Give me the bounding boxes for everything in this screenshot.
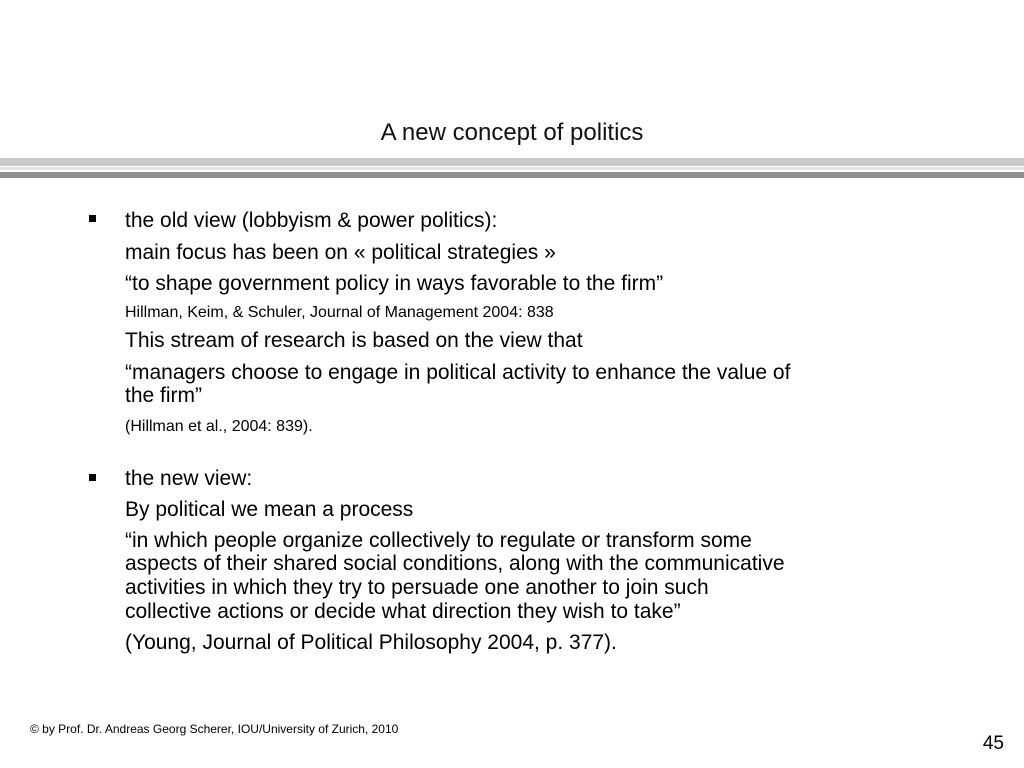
quote-line: aspects of their shared social conditions, along with the communicative: [125, 552, 785, 575]
citation-line: (Hillman et al., 2004: 839).: [125, 418, 313, 435]
body-line: This stream of research is based on the view that: [125, 329, 583, 352]
divider-band-middle: [0, 167, 1024, 170]
page-number: 45: [982, 733, 1004, 754]
footer-credit: © by Prof. Dr. Andreas Georg Scherer, IOU/University of Zurich, 2010: [30, 722, 399, 736]
bullet-heading: the old view (lobbyism & power politics):: [125, 209, 498, 232]
quote-line: “managers choose to engage in political activity to enhance the value of: [125, 361, 791, 384]
quote-line: the firm”: [125, 384, 203, 407]
bullet-heading: the new view:: [125, 467, 253, 490]
citation-line: (Young, Journal of Political Philosophy 2004, p. 377).: [125, 631, 617, 654]
slide-title: A new concept of politics: [380, 119, 644, 146]
body-line: main focus has been on « political strategies »: [125, 241, 556, 264]
citation-line: Hillman, Keim, & Schuler, Journal of Management 2004: 838: [125, 304, 554, 321]
divider-band-top: [0, 158, 1024, 166]
body-line: By political we mean a process: [125, 498, 414, 521]
divider-band-bottom: [0, 172, 1024, 178]
quote-line: “in which people organize collectively to regulate or transform some: [125, 529, 752, 552]
square-bullet-icon: [89, 215, 96, 222]
quote-line: “to shape government policy in ways favorable to the firm”: [125, 272, 664, 295]
quote-line: collective actions or decide what direction they wish to take”: [125, 600, 681, 623]
square-bullet-icon: [89, 474, 96, 481]
quote-line: activities in which they try to persuade one another to join such: [125, 576, 709, 599]
